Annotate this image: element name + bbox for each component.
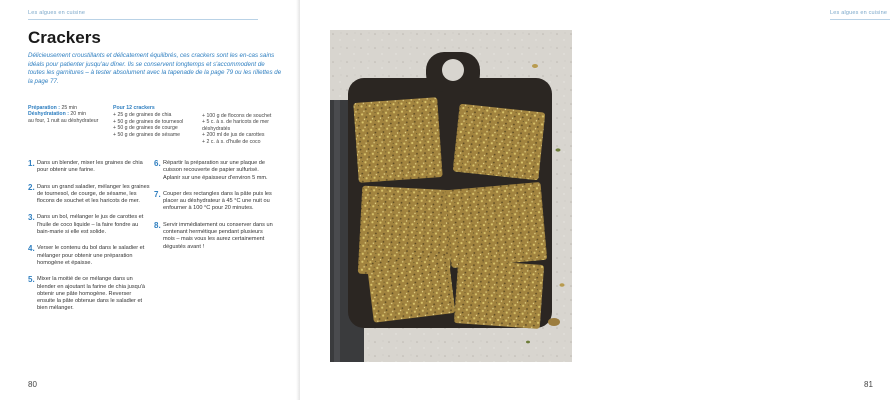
page-number-left: 80 <box>28 380 37 389</box>
ingredient-item: + 50 g de graines de sésame <box>113 131 181 138</box>
step-item <box>154 160 276 182</box>
step-item <box>154 191 276 213</box>
left-page <box>0 0 300 400</box>
step-number: 6. <box>154 159 161 168</box>
ingredient-item: + 100 g de flocons de souchet <box>202 113 272 119</box>
ingredient-item: + 50 g de graines de courge <box>113 125 178 132</box>
section-header-right: Les algues en cuisine <box>830 7 890 20</box>
step-text: Répartir la préparation sur une plaque de cuisson recouverte de papier sulfurisé. Aplanir sur une épaisseur d'environ 5 mm. <box>163 160 268 181</box>
steps-column-1 <box>28 160 150 322</box>
section-header-left: Les algues en cuisine <box>28 7 258 20</box>
cracker <box>353 97 442 183</box>
ingredients-col-2 <box>202 112 284 145</box>
step-item <box>28 160 150 175</box>
prep-label: Préparation : <box>28 105 60 111</box>
servings-label: Pour 12 crackers <box>113 105 155 111</box>
recipe-intro: Délicieusement croustillants et délicatement équilibrés, ces crackers sont les en-cas sains idéals pour patienter jusqu'au dîner. Ils se conservent longtemps et s'accommodent de toutes les garnitures – à tester absolument avec la tapenade de la page 79 ou les rillettes de la page 77. <box>28 52 282 85</box>
ingredient-item: + 2 c. à s. d'huile de coco <box>202 138 261 145</box>
linen-highlight <box>334 100 340 362</box>
page-number-right: 81 <box>864 380 873 389</box>
crackers-photo <box>330 30 572 362</box>
steps-column-2 <box>154 160 276 260</box>
step-number: 5. <box>28 275 35 285</box>
photo-illustration <box>330 30 572 362</box>
step-number: 7. <box>154 189 161 199</box>
step-text: Servir immédiatement ou conserver dans un contenant hermétique pendant plusieurs mois – mais vous les aurez certainement dégustés avant ! <box>163 221 273 250</box>
step-number: 2. <box>28 182 35 192</box>
cracker <box>454 259 544 329</box>
step-item <box>28 245 150 267</box>
step-text: Dans un blender, mixer les graines de chia pour obtenir une farine. <box>37 160 143 174</box>
step-text: Dans un grand saladier, mélanger les graines de tournesol, de courge, de sésame, les flocons de souchet et les haricots de mer. <box>37 183 150 205</box>
step-text: Couper des rectangles dans la pâte puis les placer au déshydrateur à 45 °C une nuit ou enfourner à 100 °C pour 20 minutes. <box>163 190 272 212</box>
step-text: Mixer la moitié de ce mélange dans un blender en ajoutant la farine de chia jusqu'à obtenir une pâte homogène. Reverser ensuite la pâte obtenue dans le saladier et bien mélanger. <box>37 276 146 312</box>
step-text: Dans un bol, mélanger le jus de carottes et l'huile de coco liquide – la faire fondre au bain-marie si elle est solide. <box>37 214 144 236</box>
dehydration-note: au four, 1 nuit au déshydrateur <box>28 117 99 124</box>
ingredients-col-1 <box>113 105 195 138</box>
step-number: 8. <box>154 220 161 230</box>
cracker <box>445 182 547 268</box>
recipe-title: Crackers <box>28 28 101 47</box>
step-number: 4. <box>28 244 35 254</box>
ingredient-item: + 25 g de graines de chia <box>113 112 172 119</box>
ingredient-item: + 200 ml de jus de carottes <box>202 132 265 139</box>
dehydration-label: Déshydratation : <box>28 111 69 118</box>
timing-block <box>28 105 106 124</box>
step-item <box>28 276 150 312</box>
step-number: 3. <box>28 213 35 223</box>
cracker <box>453 104 546 181</box>
ingredient-item: + 5 c. à s. de haricots de mer déshydratés <box>202 119 270 132</box>
step-item <box>28 214 150 236</box>
ingredient-item: + 50 g de graines de tournesol <box>113 118 184 125</box>
cracker <box>367 253 456 323</box>
step-item <box>154 222 276 251</box>
prep-value: 25 min <box>61 105 78 111</box>
step-text: Verser le contenu du bol dans le saladier et mélanger pour obtenir une préparation homogène et épaisse. <box>37 245 145 266</box>
step-number: 1. <box>28 159 35 168</box>
step-item <box>28 184 150 206</box>
dehydration-value: 20 min <box>70 111 86 118</box>
